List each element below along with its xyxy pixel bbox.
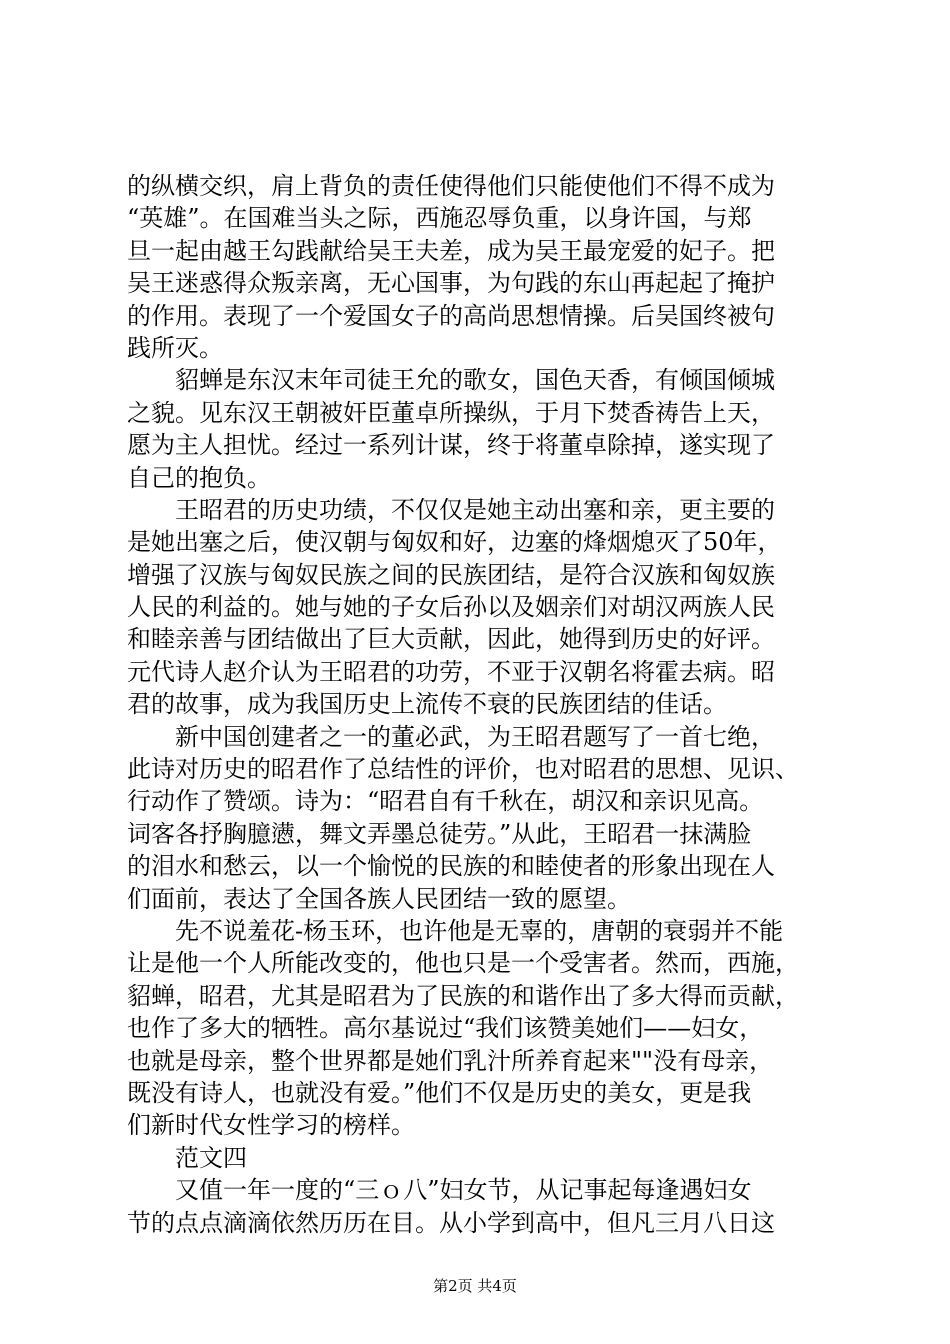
text-line: 貂蝉，昭君，尤其是昭君为了民族的和谐作出了多大得而贡献， [127,981,799,1010]
text-line: 先不说羞花-杨玉环，也许他是无辜的，唐朝的衰弱并不能 [127,916,784,945]
text-line: “英雄”。在国难当头之际，西施忍辱负重，以身许国，与郑 [127,204,752,233]
text-line: 吴王迷惑得众叛亲离，无心国事，为句践的东山再起起了掩护 [127,269,775,298]
text-line: 貂蝉是东汉末年司徒王允的歌女，国色天香，有倾国倾城 [127,366,775,395]
text-line: 也作了多大的牺牲。高尔基说过“我们该赞美她们——妇女， [127,1014,764,1043]
text-line: 行动作了赞颂。诗为：“昭君自有千秋在，胡汉和亲识见高。 [127,787,764,816]
text-line: 的作用。表现了一个爱国女子的高尚思想情操。后吴国终被句 [127,301,775,330]
text-line: 既没有诗人，也就没有爱。”他们不仅是历史的美女，更是我 [127,1078,752,1107]
text-line: 也就是母亲，整个世界都是她们乳汁所养育起来""没有母亲， [127,1046,774,1075]
text-line: 又值一年一度的“三ｏ八”妇女节，从记事起每逢遇妇女 [127,1176,752,1205]
text-line: 让是他一个人所能改变的，他也只是一个受害者。然而，西施， [127,949,799,978]
text-line: 元代诗人赵介认为王昭君的功劳，不亚于汉朝名将霍去病。昭 [127,657,775,686]
text-line: 践所灭。 [127,333,223,362]
text-line: 的泪水和愁云，以一个愉悦的民族的和睦使者的形象出现在人 [127,852,775,881]
text-line: 君的故事，成为我国历史上流传不衰的民族团结的佳话。 [127,690,727,719]
document-body [127,170,837,1239]
section-heading: 范文四 [127,1143,247,1172]
text-line: 此诗对历史的昭君作了总结性的评价，也对昭君的思想、见识、 [127,755,799,784]
text-line: 愿为主人担忧。经过一系列计谋，终于将董卓除掉，遂实现了 [127,431,775,460]
text-line: 新中国创建者之一的董必武，为王昭君题写了一首七绝， [127,722,775,751]
text-line: 王昭君的历史功绩，不仅仅是她主动出塞和亲，更主要的 [127,495,775,524]
text-line: 自己的抱负。 [127,463,271,492]
text-line: 人民的利益的。她与她的子女后孙以及姻亲们对胡汉两族人民 [127,593,775,622]
text-line: 旦一起由越王勾践献给吴王夫差，成为吴王最宠爱的妃子。把 [127,236,775,265]
text-line: 的纵横交织，肩上背负的责任使得他们只能使他们不得不成为 [127,172,775,200]
text-line: 和睦亲善与团结做出了巨大贡献，因此，她得到历史的好评。 [127,625,775,654]
text-line: 是她出塞之后，使汉朝与匈奴和好，边塞的烽烟熄灭了50年， [127,528,782,557]
text-line: 词客各抒胸臆懑，舞文弄墨总徒劳。”从此，王昭君一抹满脸 [127,819,752,848]
text-line: 增强了汉族与匈奴民族之间的民族团结，是符合汉族和匈奴族 [127,560,775,589]
text-line: 节的点点滴滴依然历历在目。从小学到高中，但凡三月八日这 [127,1208,775,1237]
text-line: 们面前，表达了全国各族人民团结一致的愿望。 [127,884,631,913]
text-line: 之貌。见东汉王朝被奸臣董卓所操纵，于月下焚香祷告上天， [127,398,775,427]
text-line: 们新时代女性学习的榜样。 [127,1111,415,1140]
page-number-footer: 第2页 共4页 [433,1277,517,1295]
